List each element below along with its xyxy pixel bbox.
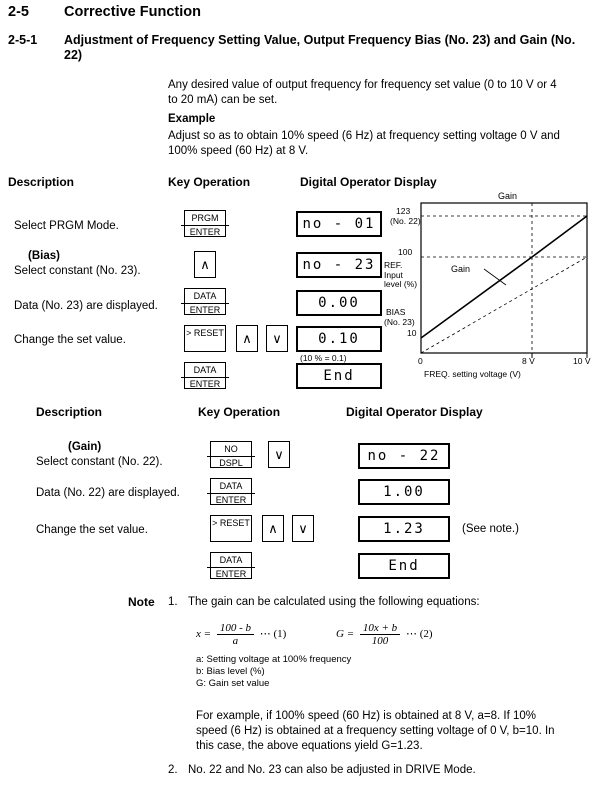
key-prgm-enter[interactable]: PRGM ENTER (184, 210, 226, 237)
key-data-enter-1[interactable]: DATA ENTER (184, 288, 226, 315)
example-paragraph: Adjust so as to obtain 10% speed (6 Hz) at frequency setting voltage 0 V and 100% speed (60 Hz) at 8 V. (168, 130, 560, 157)
table1-header-description: Description (8, 175, 75, 189)
table2-row1-description: Data (No. 22) are displayed. (36, 487, 180, 499)
intro-paragraph: Any desired value of output frequency for frequency set value (0 to 10 V or 4 to 20 mA) can be set. (168, 79, 557, 106)
table1-row3-subnote: (10 % = 0.1) (300, 353, 347, 363)
section-title: Corrective Function (64, 4, 201, 20)
display-gain-set: 1.23 (358, 516, 450, 542)
key-reset-2[interactable]: > RESET (210, 515, 252, 542)
key-data-enter-2[interactable]: DATA ENTER (184, 362, 226, 389)
equation-2-tag: ⋯ (2) (405, 628, 433, 641)
note-item-2-text: No. 22 and No. 23 can also be adjusted in DRIVE Mode. (188, 764, 476, 776)
key-reset-1[interactable]: > RESET (184, 325, 226, 352)
table2-header-description: Description (36, 405, 103, 419)
graph-x-label-0: 0 (418, 356, 423, 366)
graph-inner-gain-label: Gain (451, 264, 471, 274)
gain-bias-graph (384, 191, 592, 387)
note-item-2-number: 2. (168, 764, 178, 776)
equation-2-lhs: G = (336, 628, 355, 641)
graph-x-label-8v: 8 V (522, 356, 535, 366)
section-number: 2-5 (8, 4, 29, 20)
note-item-1 (168, 595, 568, 610)
key-down-arrow-2[interactable]: ∨ (268, 441, 290, 468)
graph-x-label-10v: 10 V (573, 356, 591, 366)
key-data-enter-4[interactable]: DATA ENTER (210, 552, 252, 579)
table2-row2-description: Change the set value. (36, 524, 148, 536)
subsection-number: 2-5-1 (8, 33, 38, 47)
equation-legend (196, 654, 351, 690)
table1-row1-bias-label: (Bias) (28, 250, 60, 262)
legend-item-b: b: Bias level (%) (196, 666, 265, 677)
display-bias-set: 0.10 (296, 326, 382, 352)
graph-y-axis-title: REF. Input level (%) (384, 260, 418, 289)
graph-y-label-no22: (No. 22) (390, 216, 421, 226)
legend-item-g: G: Gain set value (196, 678, 270, 689)
note-label: Note (128, 595, 155, 609)
table1-row2-description: Data (No. 23) are displayed. (14, 300, 158, 312)
equation-1 (196, 622, 286, 647)
key-up-arrow-3[interactable]: ∧ (262, 515, 284, 542)
display-gain-value: 1.00 (358, 479, 450, 505)
table1-header-display: Digital Operator Display (300, 175, 437, 189)
note-example-paragraph: For example, if 100% speed (60 Hz) is obtained at 8 V, a=8. If 10% speed (6 Hz) is obtained at a frequency setting voltage of 0 V, b=10. In this case, the above equations yield G=1.23. (196, 710, 555, 752)
graph-x-axis-title: FREQ. setting voltage (V) (424, 369, 521, 379)
legend-item-a: a: Setting voltage at 100% frequency (196, 654, 352, 665)
graph-bias-sub: (No. 23) (384, 317, 415, 327)
table2-row2-sidenote: (See note.) (462, 523, 519, 535)
equation-2-fraction: $\frac{10x + b}{100}$ (360, 622, 400, 647)
display-no-22: no - 22 (358, 443, 450, 469)
table2-row0-gain-label: (Gain) (68, 441, 102, 453)
note-item-1-number: 1. (168, 596, 178, 608)
graph-bias-label: BIAS (386, 307, 406, 317)
key-down-arrow-3[interactable]: ∨ (292, 515, 314, 542)
table2-header-key-operation: Key Operation (198, 405, 281, 419)
table2-header-display: Digital Operator Display (346, 405, 483, 419)
graph-y-label-10: 10 (407, 328, 417, 338)
display-end-2: End (358, 553, 450, 579)
key-up-arrow-1[interactable]: ∧ (194, 251, 216, 278)
key-no-dspl[interactable]: NO DSPL (210, 441, 252, 468)
example-label: Example (168, 113, 216, 125)
key-down-arrow-1[interactable]: ∨ (266, 325, 288, 352)
table1-row3-description: Change the set value. (14, 334, 126, 346)
table1-header-key-operation: Key Operation (168, 175, 251, 189)
table1-row0-description: Select PRGM Mode. (14, 220, 119, 232)
display-bias-value: 0.00 (296, 290, 382, 316)
equation-1-tag: ⋯ (1) (259, 628, 287, 641)
graph-y-label-100: 100 (398, 247, 413, 257)
display-no-23: no - 23 (296, 252, 382, 278)
subsection-title: Adjustment of Frequency Setting Value, Output Frequency Bias (No. 23) and Gain (No. 22) (64, 33, 576, 62)
key-data-enter-3[interactable]: DATA ENTER (210, 478, 252, 505)
key-up-arrow-2[interactable]: ∧ (236, 325, 258, 352)
display-end-1: End (296, 363, 382, 389)
section-heading (8, 4, 201, 20)
display-no-01: no - 01 (296, 211, 382, 237)
note-item-2 (168, 763, 568, 778)
subsection-heading (8, 33, 588, 63)
equation-1-lhs: x = (196, 628, 212, 641)
table1-row1-description: Select constant (No. 23). (14, 265, 141, 277)
note-item-1-text: The gain can be calculated using the following equations: (188, 596, 480, 608)
equation-1-fraction: $\frac{100 - b}{a}$ (217, 622, 254, 647)
equation-2 (336, 622, 433, 647)
table2-row0-description: Select constant (No. 22). (36, 456, 163, 468)
graph-title-gain: Gain (498, 191, 518, 201)
graph-y-label-123: 123 (396, 206, 411, 216)
